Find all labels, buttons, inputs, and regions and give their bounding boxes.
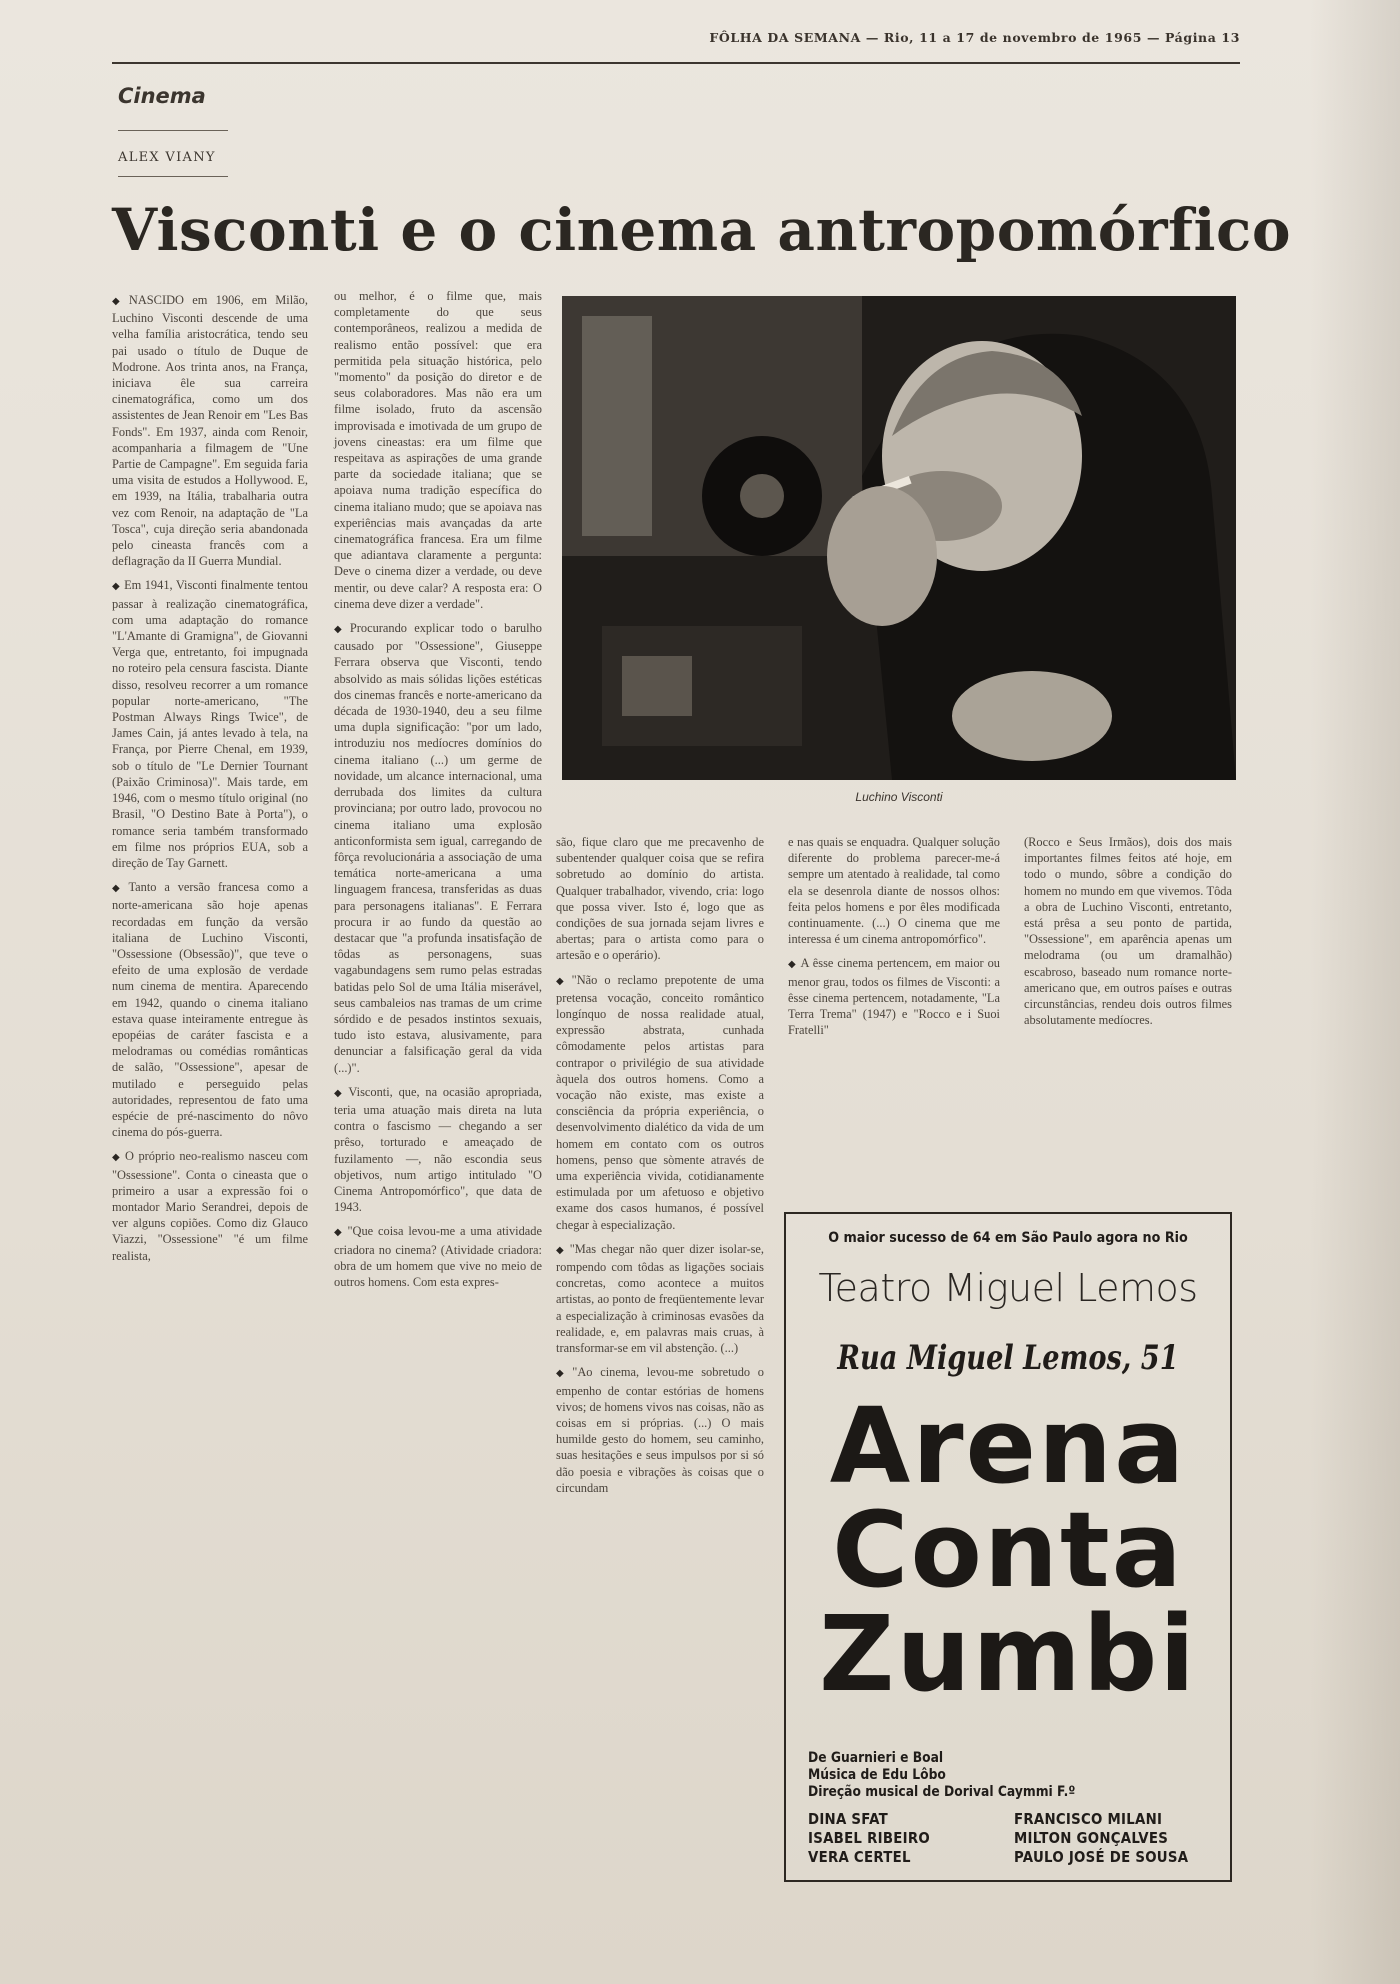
ad-show-title <box>786 1385 1230 1715</box>
article-paragraph: ◆ A êsse cinema pertencem, em maior ou menor grau, todos os filmes de Visconti: a êsse cinema pertencem, notadamente, "La Terra Trema" (1947) e "Rocco e i Suoi Fratelli" <box>788 956 1000 1038</box>
ad-cast-name: MILTON GONÇALVES <box>1014 1829 1169 1847</box>
luchino-visconti-photo <box>562 296 1236 780</box>
section-label: Cinema <box>118 84 206 108</box>
ad-cast-left <box>808 1810 930 1867</box>
ad-cast-name: DINA SFAT <box>808 1810 889 1828</box>
ad-tagline: O maior sucesso de 64 em São Paulo agora no Rio <box>828 1230 1188 1246</box>
ad-cast-right <box>1014 1810 1188 1867</box>
diamond-bullet-icon: ◆ <box>112 581 121 593</box>
ad-theater-name: Teatro Miguel Lemos <box>818 1266 1198 1310</box>
article-paragraph: (Rocco e Seus Irmãos), dois dos mais importantes filmes feitos até hoje, em todo o mundo, sôbre a condição do homem no mundo em que vivemos. Tôda a obra de Luchino Visconti, entretanto, está prêsa a seu ponto de partida, "Ossessione", em aparência apenas um melodrama (ou um dramalhão) escabroso, baseado num romance norte-americano que, em outros países e outras circunstâncias, rendeu dois outros filmes absolutamente medíocres. <box>1024 835 1232 1028</box>
article-column-3 <box>556 834 764 1504</box>
article-paragraph: ◆ "Não o reclamo prepotente de uma pretensa vocação, conceito romântico longínquo de nossa realidade atual, expressão abstrata, cunhada cômodamente pelos artistas para contrapor o privilégio de sua atividade àquela dos outros homens. Como a vocação não existe, mas existe a consciência da própria experiência, o desenvolvimento dialético da vida de um homem em contato com os outros homens, penso que sòmente através de uma experiência vivida, cotidianamente estimulada por um afetuoso e objetivo exame dos casos humanos, é possível chegar à especialização. <box>556 972 764 1232</box>
diamond-bullet-icon: ◆ <box>112 296 125 307</box>
section-rule <box>118 130 228 131</box>
page-edge-shadow <box>1310 0 1400 1984</box>
diamond-bullet-icon: ◆ <box>556 975 568 987</box>
article-paragraph: ◆ NASCIDO em 1906, em Milão, Luchino Visconti descende de uma velha família aristocrática, tendo seu pai usado o título de Duque de Modrone. Aos trinta anos, na França, iniciava êle sua carreira cinematográfica, como um dos assistentes de Jean Renoir em "Les Bas Fonds". Em 1937, ainda com Renoir, acompanharia a filmagem de "Une Partie de Campagne". Em seguida faria uma visita de estudos a Hollywood. E, em 1939, na Itália, trabalharia outra vez com Renoir, na adaptação de "La Tosca", cuja direção seria abandonada pelo cineasta francês com a deflagração da II Guerra Mundial. <box>112 293 308 569</box>
article-column-1 <box>112 292 308 1272</box>
diamond-bullet-icon: ◆ <box>112 1152 122 1164</box>
photo-caption: Luchino Visconti <box>855 790 943 804</box>
article-paragraph: são, fique claro que me precavenho de subentender qualquer coisa que se refira sobretudo ao domínio do artista. Qualquer trabalhador, vivendo, cria: logo que possa viver. Isto é, logo que as condições de sua jornada sejam livres e abertas; para o artista como para o artesão e o operário). <box>556 835 764 963</box>
article-column-2 <box>334 288 542 1298</box>
ad-credit-line: Música de Edu Lôbo <box>808 1767 946 1783</box>
ad-show-title-line: Arena <box>829 1385 1187 1507</box>
article-paragraph: ou melhor, é o filme que, mais completamente do que seus contemporâneos, realizou a medida de realismo então possível: que era permitida pela situação histórica, pelo "momento" da posição do diretor e de seus colaboradores. Mas não era um filme isolado, fruto da ascensão improvisada e imotivada de um grupo de jovens cineastas: era um filme que respeitava as aspirações de uma grande parte da sociedade italiana; que se apoiava numa tradição específica do cinema italiano mudo; que se apoiava nas experiências mais avançadas da arte cinematográfica francesa. Era um filme que adiantava claramente a pergunta: Deve o cinema dizer a verdade, ou deve mentir, ou deve calar? A resposta era: O cinema deve dizer a verdade". <box>334 289 542 611</box>
article-paragraph: ◆ Em 1941, Visconti finalmente tentou passar à realização cinematográfica, com uma adaptação do romance "L'Amante di Gramigna", de Giovanni Verga que, entretanto, foi impugnada no roteiro pela censura fascista. Diante disso, resolveu recorrer a um romance popular norte-americano, "The Postman Always Rings Twice", de James Cain, já antes levado à tela, na França, por Pierre Chenal, em 1939, sob o título de "Le Dernier Tournant (Paixão Criminosa)". Mais tarde, em 1946, com o mesmo título original (no Brasil, "O Destino Bate à Porta"), o romance seria também transformado em filme nos próprios EUA, sob a direção de Tay Garnett. <box>112 578 308 870</box>
author-rule <box>118 176 228 177</box>
diamond-bullet-icon: ◆ <box>334 624 346 636</box>
article-paragraph: ◆ Visconti, que, na ocasião apropriada, teria uma atuação mais direta na luta contra o fascismo — chegando a ser prêso, torturado e ameaçado de fuzilamento —, não escondia seus objetivos, num artigo intitulado "O Cinema Antropomórfico", que data de 1943. <box>334 1084 542 1215</box>
article-paragraph: ◆ Procurando explicar todo o barulho causado por "Ossessione", Giuseppe Ferrara observa que Visconti, tendo absolvido as mais sólidas lições estéticas dos cinemas francês e norte-americano da década de 1930-1940, deu a seu filme uma dupla significação: "por um lado, introduziu nos medíocres domínios do cinema italiano (...) um germe de novidade, um alcance internacional, uma derrubada dos limites da cultura provinciana; por outro lado, provocou no cinema italiano uma explosão anticonformista sem igual, carregando de fôrça revolucionária a associação de uma temática norte-americana a uma linguagem francesa, transferidas as duas para personagens italianas". E Ferrara procura ir ao fundo da questão ao destacar que "a profunda insatisfação de tôdas as personagens, suas vagabundagens sem rumo pelas estradas batidas pelo Sol de uma Itália miserável, seus cambaleios nas tramas de um crime sórdido e de pesados instintos sexuais, tudo isto estava, alusivamente, para denunciar a falsificação geral da vida (...)". <box>334 621 542 1075</box>
article-paragraph: ◆ "Mas chegar não quer dizer isolar-se, rompendo com tôdas as ligações sociais concretas, como acontece a muitos artistas, ao ponto de freqüentemente levar a especialização à criminosas evasões da realidade, e, em palavras mais cruas, à transformar-se em vil abstenção. (...) <box>556 1241 764 1356</box>
masthead-rule <box>112 62 1240 64</box>
author-byline: ALEX VIANY <box>118 150 216 165</box>
ad-cast-name: PAULO JOSÉ DE SOUSA <box>1014 1848 1189 1866</box>
ad-credit-line: Direção musical de Dorival Caymmi F.º <box>808 1784 1076 1800</box>
ad-show-title-line: Zumbi <box>819 1593 1197 1715</box>
masthead: FÔLHA DA SEMANA — Rio, 11 a 17 de novembro de 1965 — Página 13 <box>709 30 1240 45</box>
article-headline: Visconti e o cinema antropomórfico <box>112 196 1292 264</box>
diamond-bullet-icon: ◆ <box>788 959 797 971</box>
article-paragraph: ◆ O próprio neo-realismo nasceu com "Ossessione". Conta o cineasta que o primeiro a usar a expressão foi o montador Mario Serandrei, depois de ver alguns copiões. Como diz Glauco Viazzi, "Ossessione" "é um filme realista, <box>112 1149 308 1263</box>
article-column-5 <box>1024 834 1232 1036</box>
ad-cast-name: VERA CERTEL <box>808 1848 911 1866</box>
ad-credit-line: De Guarnieri e Boal <box>808 1750 944 1766</box>
ad-credits <box>808 1750 1160 1801</box>
diamond-bullet-icon: ◆ <box>556 1368 569 1380</box>
ad-cast-name: FRANCISCO MILANI <box>1014 1810 1163 1828</box>
diamond-bullet-icon: ◆ <box>556 1244 566 1256</box>
ad-show-title-line: Conta <box>832 1489 1184 1611</box>
ad-address: Rua Miguel Lemos, 51 <box>837 1338 1179 1378</box>
diamond-bullet-icon: ◆ <box>334 1087 345 1099</box>
article-column-4 <box>788 834 1000 1046</box>
photo-illustration <box>562 296 1236 780</box>
article-paragraph: ◆ Tanto a versão francesa como a norte-americana são hoje apenas recordadas em função da versão italiana de Luchino Visconti, "Ossessione (Obsessão)", que teve o efeito de uma explosão de verdade num cinema de mentira. Aparecendo em 1942, quando o cinema italiano estava quase inteiramente entregue às epopéias de caráter fascista e a melodramas ou comédias românticas de salão, "Ossessione", apesar de mutilado e perseguido pelas autoridades, representou de fato uma espécie de pré-nascimento do nôvo cinema do pós-guerra. <box>112 880 308 1140</box>
diamond-bullet-icon: ◆ <box>334 1227 344 1239</box>
theater-advertisement <box>784 1212 1232 1882</box>
article-paragraph: ◆ "Que coisa levou-me a uma atividade criadora no cinema? (Atividade criadora: obra de um homem que vive no meio de outros homens. Com esta expres- <box>334 1224 542 1289</box>
ad-cast-name: ISABEL RIBEIRO <box>808 1829 930 1847</box>
diamond-bullet-icon: ◆ <box>112 883 125 895</box>
article-paragraph: ◆ "Ao cinema, levou-me sobretudo o empenho de contar estórias de homens vivos; de homens vivos nas coisas, não as coisas em si próprias. (...) O mais humilde gesto do homem, seu caminho, suas hesitações e seus impulsos por si só dão poesia e vibrações às coisas que o circundam <box>556 1365 764 1495</box>
article-paragraph: e nas quais se enquadra. Qualquer solução diferente do problema parecer-me-á sempre um atentado à realidade, tal como ela se desenrola diante de nossos olhos: feita pelos homens e por êles modificada continuamente. (...) O cinema que me interessa é um cinema antropomórfico". <box>788 835 1000 947</box>
